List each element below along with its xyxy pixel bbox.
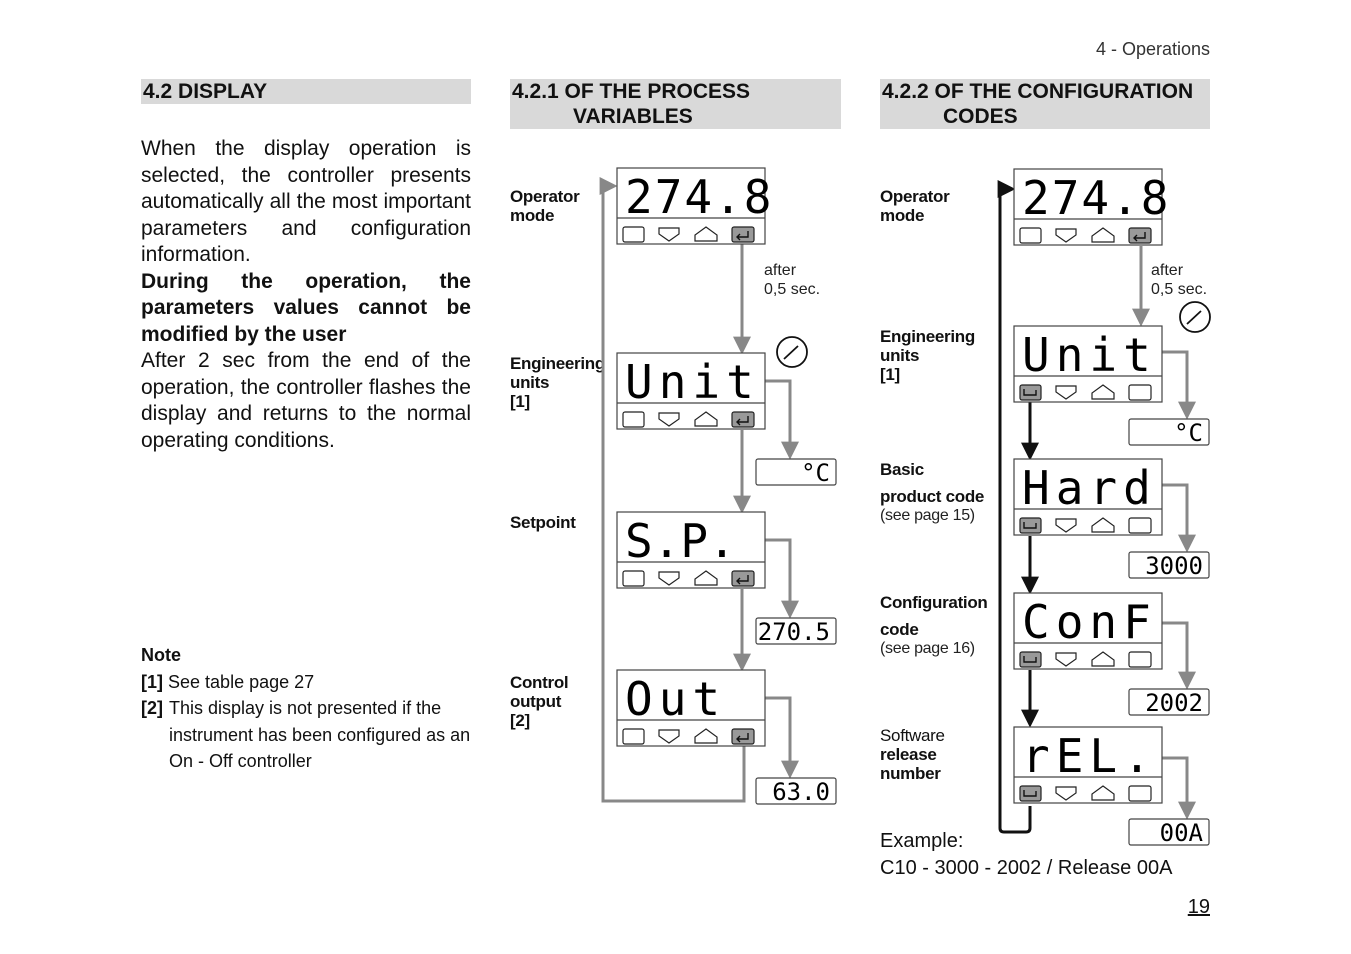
section-title-config-line1: 4.2.2 OF THE CONFIGURATION — [882, 80, 1194, 103]
value-unit — [756, 459, 836, 487]
panel-configuration-code — [1014, 593, 1162, 669]
label-operator-mode: Operator mode — [510, 187, 580, 225]
display-value: Unit — [625, 355, 760, 409]
display-value: Hard — [1022, 461, 1157, 515]
svg-text:270.5: 270.5 — [757, 618, 830, 646]
label-software-release: Software release number — [880, 726, 945, 783]
panel-operator-mode-2 — [1014, 169, 1170, 245]
svg-text:°C: °C — [801, 459, 830, 487]
label-after-delay: after 0,5 sec. — [764, 262, 821, 298]
display-value: ConF — [1022, 595, 1157, 649]
display-value: 274.8 — [625, 170, 774, 224]
section-title-process-line2: VARIABLES — [573, 105, 693, 128]
note-1-text: See table page 27 — [168, 671, 315, 692]
section-title-process-line1: 4.2.1 OF THE PROCESS — [512, 80, 751, 103]
arrow-basic-value — [1162, 485, 1187, 549]
page-number: 19 — [1187, 896, 1210, 918]
note-1-tag: [1] — [141, 671, 163, 692]
arrow-unit-value — [765, 381, 790, 456]
section-title-display: 4.2 DISPLAY — [141, 79, 471, 104]
display-value: S.P. — [625, 514, 736, 568]
label-after-delay-2: after 0,5 sec. — [1151, 262, 1208, 298]
note-title: Note — [141, 645, 181, 665]
label-engineering-units: Engineering units [1] — [510, 354, 605, 411]
para-warning: During the operation, the parameters values cannot be modified by the user — [141, 269, 471, 346]
timer-icon — [777, 337, 807, 367]
value-setpoint — [756, 618, 836, 646]
svg-text:2002: 2002 — [1145, 689, 1203, 717]
panel-engineering-units — [617, 353, 765, 429]
value-output — [756, 778, 836, 806]
arrow-output-value — [765, 698, 790, 775]
value-release — [1129, 819, 1209, 847]
display-value: 274.8 — [1022, 171, 1171, 225]
svg-text:00A: 00A — [1159, 819, 1203, 847]
value-conf-code — [1129, 689, 1209, 717]
label-control-output: Control output [2] — [510, 673, 569, 730]
arrow-release-value — [1162, 758, 1187, 816]
panel-control-output — [617, 670, 765, 746]
example-label: Example: — [880, 830, 964, 852]
label-configuration-code: Configuration code (see page 16) — [880, 593, 988, 657]
svg-text:3000: 3000 — [1145, 552, 1203, 580]
example-code: C10 - 3000 - 2002 / Release 00A — [880, 856, 1173, 879]
note-2-text: This display is not presented if the instrument has been configured as an On - Off controller — [169, 698, 471, 771]
label-operator-mode-2: Operator mode — [880, 187, 950, 225]
panel-operator-mode — [617, 168, 773, 244]
panel-software-release — [1014, 727, 1162, 803]
display-value: Unit — [1022, 328, 1157, 382]
panel-setpoint — [617, 512, 765, 588]
arrow-unit-value-2 — [1162, 352, 1187, 416]
timer-icon-2 — [1180, 302, 1210, 332]
svg-text:°C: °C — [1174, 419, 1203, 447]
panel-basic-product-code — [1014, 459, 1162, 535]
display-value: Out — [625, 672, 727, 726]
para-intro: When the display operation is selected, the controller presents automatically all the most important parameters and configuration information. — [141, 137, 471, 266]
section-title-config-line2: CODES — [943, 105, 1018, 128]
page-header: 4 - Operations — [1095, 39, 1210, 59]
note-2-tag: [2] — [141, 698, 163, 718]
para-return: After 2 sec from the end of the operation, the controller flashes the display and returns to the normal operating conditions. — [141, 349, 471, 452]
display-value: rEL. — [1022, 729, 1157, 783]
value-basic-code — [1129, 552, 1209, 580]
label-engineering-units-2: Engineering units [1] — [880, 327, 975, 384]
label-basic-product-code: Basic product code (see page 15) — [880, 460, 985, 524]
value-unit-2 — [1129, 419, 1209, 447]
label-setpoint: Setpoint — [510, 513, 576, 532]
arrow-conf-value — [1162, 623, 1187, 686]
svg-text:63.0: 63.0 — [772, 778, 830, 806]
arrow-setpoint-value — [765, 540, 790, 615]
panel-engineering-units-2 — [1014, 326, 1162, 402]
